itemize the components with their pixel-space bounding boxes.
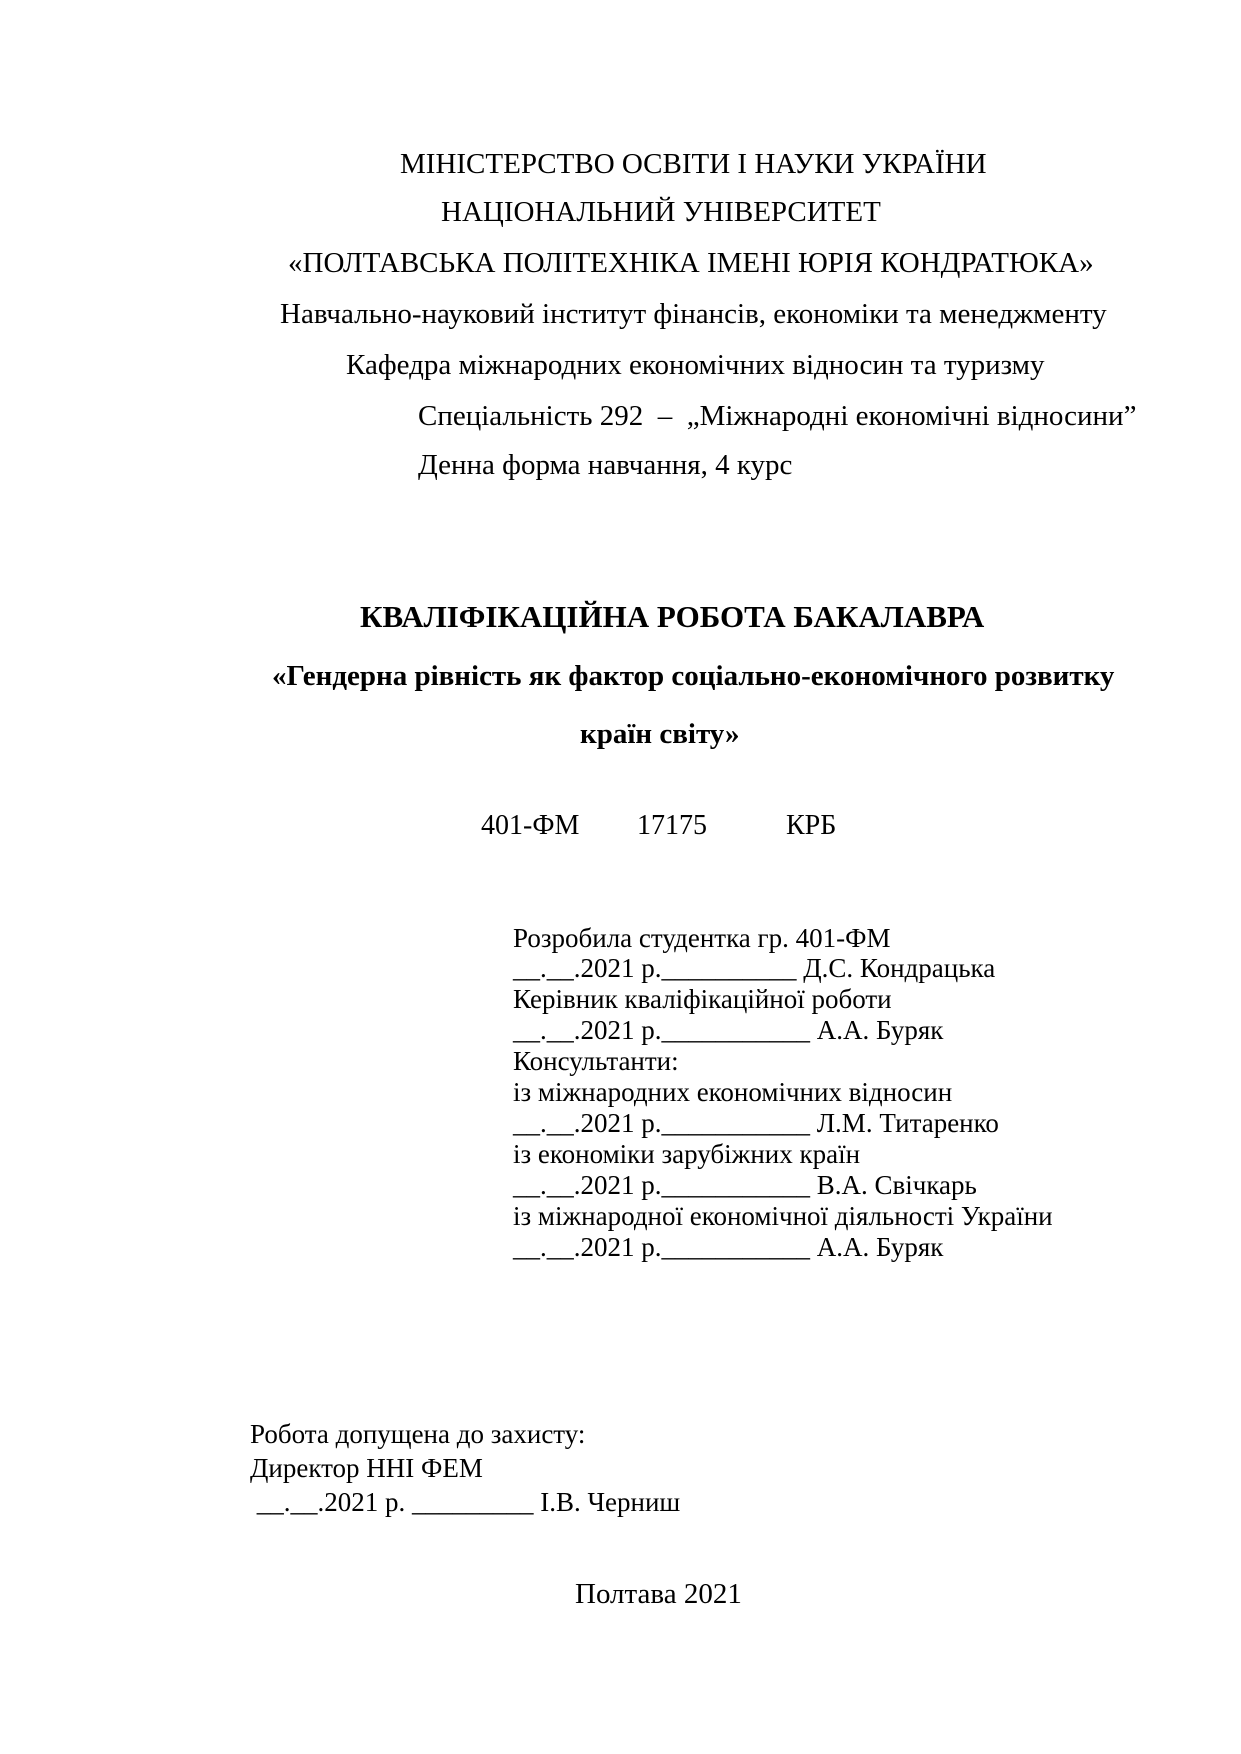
work-title-line-1: «Гендерна рівність як фактор соціально-економічного розвитку [272,660,1115,692]
consultant-3-area: із міжнародної економічної діяльності України [513,1201,1053,1231]
group-code: 401-ФМ [481,810,580,841]
university-name: «ПОЛТАВСЬКА ПОЛІТЕХНІКА ІМЕНІ ЮРІЯ КОНДРАТЮКА» [288,247,1094,279]
work-title-line-2: країн світу» [580,718,740,750]
work-type-title: КВАЛІФІКАЦІЙНА РОБОТА БАКАЛАВРА [360,599,985,634]
university-title: НАЦІОНАЛЬНИЙ УНІВЕРСИТЕТ [441,196,881,228]
supervisor-signature: __.__.2021 р.___________ А.А. Буряк [513,1015,944,1045]
consultant-2-signature: __.__.2021 р.___________ В.А. Свічкарь [513,1170,977,1200]
director-label: Директор ННІ ФЕМ [250,1453,483,1483]
document-code: КРБ [786,810,837,841]
department-name: Кафедра міжнародних економічних відносин та туризму [346,349,1045,381]
admitted-label: Робота допущена до захисту: [250,1419,586,1449]
developer-signature: __.__.2021 р.__________ Д.С. Кондрацька [513,953,996,983]
consultants-label: Консультанти: [513,1046,679,1076]
consultant-2-area: із економіки зарубіжних країн [513,1139,861,1169]
consultant-1-area: із міжнародних економічних відносин [513,1077,953,1107]
specialty: Спеціальність 292 – „Міжнародні економічні відносини” [418,400,1137,432]
study-form: Денна форма навчання, 4 курс [418,449,793,481]
developer-line: Розробила студентка гр. 401-ФМ [513,923,891,953]
city-year: Полтава 2021 [575,1578,742,1610]
ministry-title: МІНІСТЕРСТВО ОСВІТИ І НАУКИ УКРАЇНИ [400,148,987,180]
director-signature: __.__.2021 р. _________ І.В. Черниш [250,1487,681,1517]
work-number: 17175 [637,810,707,841]
consultant-3-signature: __.__.2021 р.___________ А.А. Буряк [513,1232,944,1262]
supervisor-line: Керівник кваліфікаційної роботи [513,984,892,1014]
institute-name: Навчально-науковий інститут фінансів, економіки та менеджменту [280,298,1107,330]
consultant-1-signature: __.__.2021 р.___________ Л.М. Титаренко [513,1108,999,1138]
